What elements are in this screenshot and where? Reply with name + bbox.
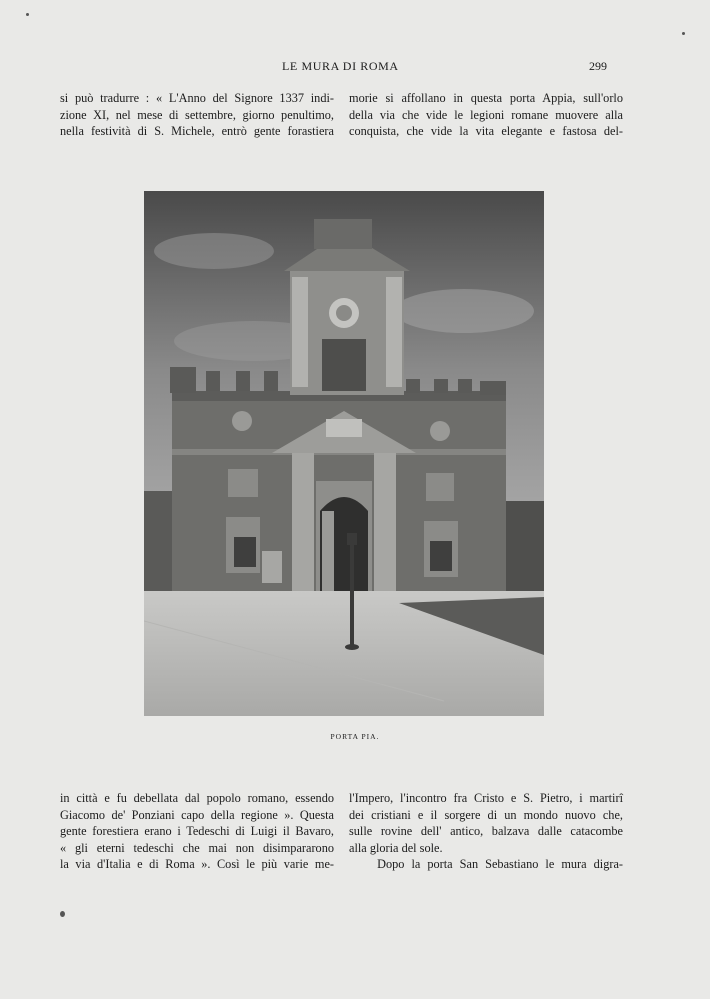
text-line: morie si affollano in questa porta Appia, sull'orlo <box>349 91 623 105</box>
paper-speck <box>26 13 29 16</box>
text-line: nella festività di S. Michele, entrò gente forastiera <box>60 124 334 139</box>
text-line: sulle rovine dell' antico, balzava dalle catacombe <box>349 824 623 839</box>
text-line: « gli eterni tedeschi che mai non disimpararono <box>60 840 334 855</box>
page-number: 299 <box>589 59 607 73</box>
text-line: dei cristiani e il sorgere di un mondo nuovo che, <box>349 807 623 822</box>
gate-illustration <box>144 191 544 716</box>
bottom-right-column <box>349 790 623 873</box>
text-line: della via che vide le legioni romane muovere alla <box>349 107 623 122</box>
paper-speck <box>682 32 685 35</box>
top-left-column <box>60 90 334 140</box>
text-line: gente forestiera erano i Tedeschi di Luigi il Bavaro, <box>60 824 334 839</box>
running-title: LE MURA DI ROMA <box>282 59 399 73</box>
text-line: Dopo la porta San Sebastiano le mura digra- <box>349 857 623 872</box>
text-line: la via d'Italia e di Roma ». Così le più varie me- <box>60 857 334 872</box>
text-line: Giacomo de' Ponziani capo della regione ». Questa <box>60 807 334 822</box>
paper-speck <box>60 911 65 917</box>
top-right-column <box>349 90 623 140</box>
bottom-left-column <box>60 790 334 873</box>
text-line: conquista, che vide la vita elegante e fastosa del- <box>349 124 623 139</box>
text-line: alla gloria del sole. <box>349 840 443 855</box>
figure-caption <box>0 732 710 741</box>
porta-pia-photograph <box>144 191 544 716</box>
text-line: si può tradurre : « L'Anno del Signore 1337 indi- <box>60 91 334 105</box>
text-line: in città e fu debellata dal popolo romano, essendo <box>60 791 334 805</box>
text-line: l'Impero, l'incontro fra Cristo e S. Pietro, i martirî <box>349 791 623 805</box>
caption-text: PORTA PIA. <box>330 732 380 741</box>
text-line: zione XI, nel mese di settembre, giorno penultimo, <box>60 107 334 122</box>
running-head <box>0 59 710 77</box>
